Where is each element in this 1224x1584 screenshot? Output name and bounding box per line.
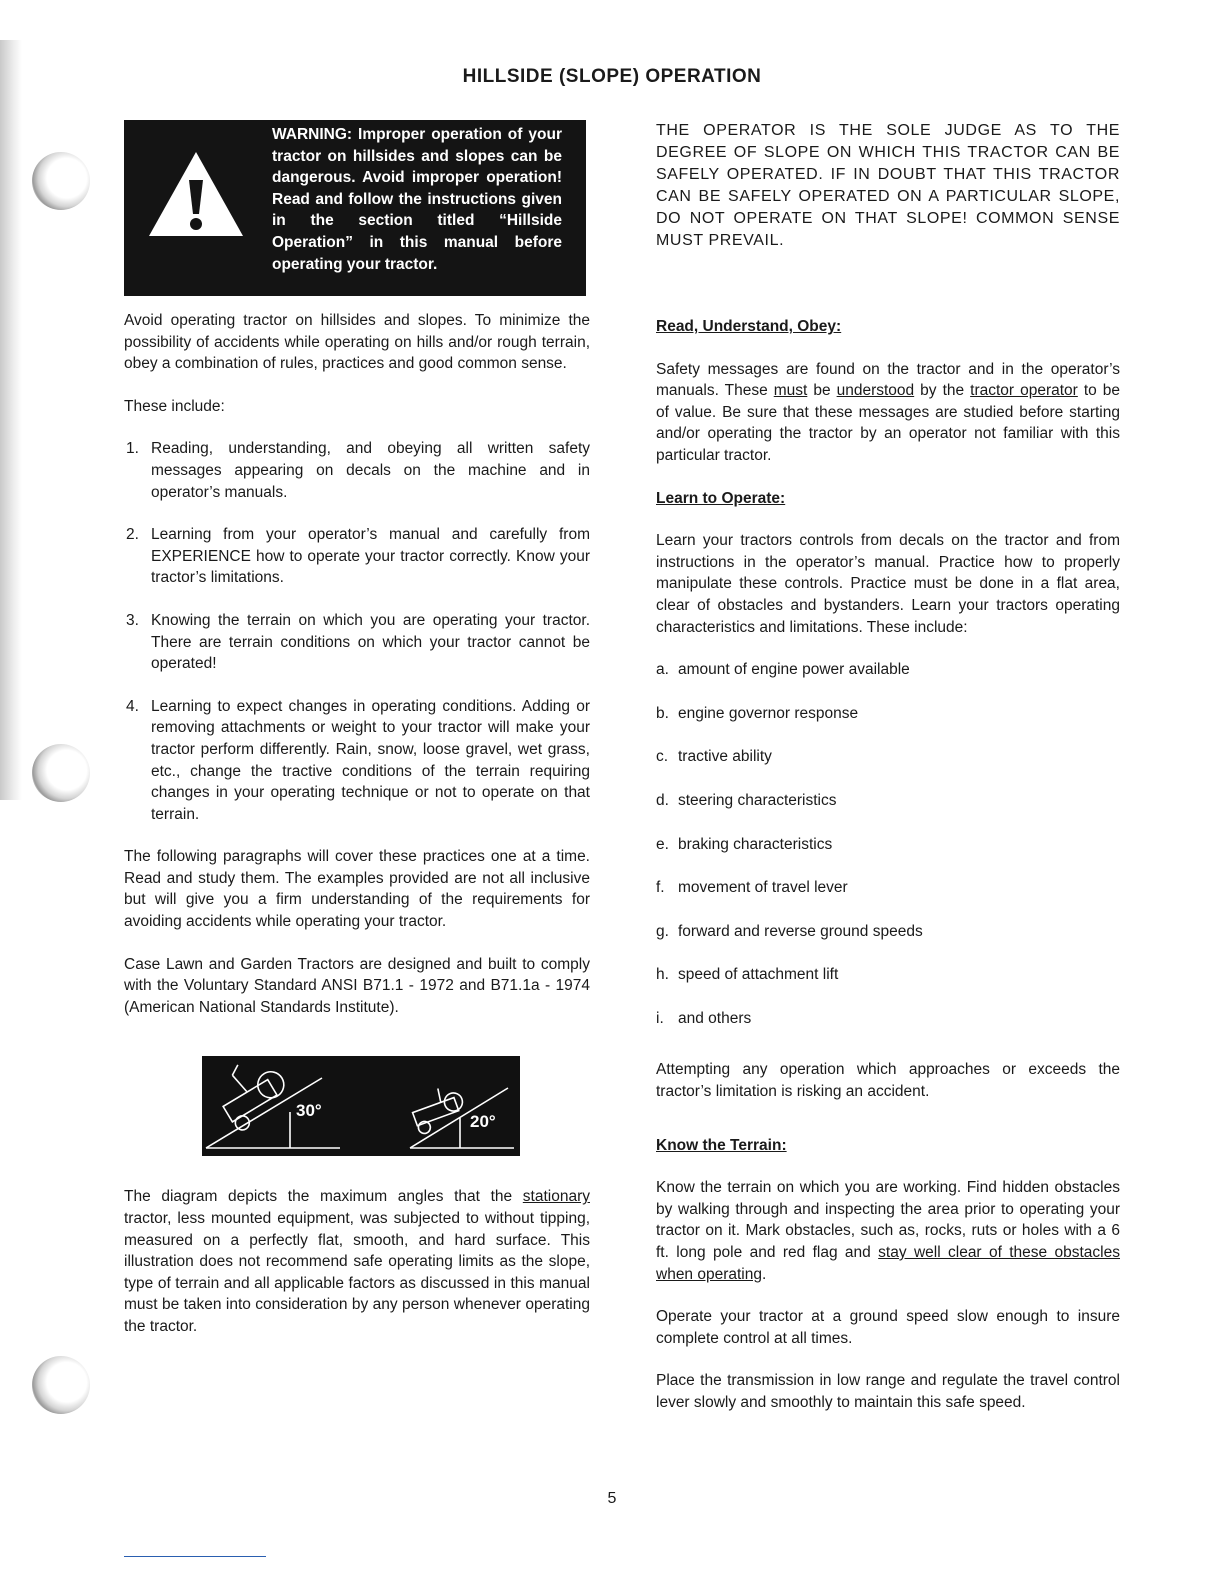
list-text: and others (678, 1009, 752, 1027)
list-number: 1. (126, 440, 139, 458)
list-item (656, 1008, 1120, 1030)
list-item (124, 438, 590, 503)
list-item (124, 524, 590, 589)
punch-hole (32, 1356, 90, 1414)
standard-paragraph: Case Lawn and Garden Tractors are designed and built to comply with the Voluntary Standard ANSI B71.1 - 1972 and B71.1a - 1974 (American National Standards Institute). (124, 955, 590, 1016)
warning-box (124, 120, 586, 296)
heading-know-the-terrain: Know the Terrain: (656, 1136, 787, 1154)
rules-list (124, 438, 590, 825)
list-text: braking characteristics (678, 835, 833, 853)
read-underline: tractor operator (970, 382, 1078, 400)
tractor-slope-illustration (202, 1056, 520, 1156)
list-item (656, 964, 1120, 986)
list-letter: i. (656, 1009, 664, 1027)
characteristics-list (656, 659, 1120, 1029)
following-paragraph: The following paragraphs will cover these practices one at a time. Read and study them. The examples provided are not all inclusive but will give you a firm understanding of the requirements for avoiding accidents while operating your tractor. (124, 848, 590, 931)
list-letter: h. (656, 966, 669, 984)
punch-hole (32, 744, 90, 802)
read-paragraph (656, 359, 1120, 467)
list-letter: f. (656, 879, 665, 897)
list-text: Knowing the terrain on which you are operating your tractor. There are terrain conditions on which your tractor cannot be operated! (151, 611, 590, 673)
transmission-paragraph: Place the transmission in low range and regulate the travel control lever slowly and smoothly to maintain this safe speed. (656, 1372, 1120, 1411)
list-text: movement of travel lever (678, 879, 848, 897)
left-column (124, 310, 590, 1359)
caption-text: The diagram depicts the maximum angles that the (124, 1188, 523, 1206)
list-text: engine governor response (678, 704, 859, 722)
include-label: These include: (124, 397, 225, 415)
list-letter: g. (656, 922, 669, 940)
list-number: 2. (126, 526, 139, 544)
speed-paragraph: Operate your tractor at a ground speed slow enough to insure complete control at all times. (656, 1308, 1120, 1347)
list-item (124, 696, 590, 826)
list-item (124, 610, 590, 675)
page-title: HILLSIDE (SLOPE) OPERATION (462, 66, 762, 87)
page-number: 5 (607, 1490, 617, 1507)
list-text: Learning from your operator’s manual and carefully from EXPERIENCE how to operate your tractor correctly. Know your tractor’s limitations. (151, 526, 590, 587)
list-number: 4. (126, 697, 139, 715)
right-column (656, 120, 1120, 1435)
terrain-underline: stay well clear of these obstacles when operating (656, 1244, 1120, 1283)
intro-paragraph: Avoid operating tractor on hillsides and slopes. To minimize the possibility of accidents while operating on hills and/or rough terrain, obey a combination of rules, practices and good common sense. (124, 312, 590, 373)
list-letter: e. (656, 835, 669, 853)
read-text: by the (914, 382, 971, 400)
list-item (656, 659, 1120, 681)
list-letter: d. (656, 791, 669, 809)
heading-learn-to-operate: Learn to Operate: (656, 489, 786, 507)
angle-label-20: 20° (470, 1112, 496, 1132)
list-text: amount of engine power available (678, 661, 910, 679)
list-item (656, 746, 1120, 768)
list-item (656, 877, 1120, 899)
attempting-paragraph: Attempting any operation which approaches or exceeds the tractor’s limitation is risking an accident. (656, 1061, 1120, 1101)
list-text: speed of attachment lift (678, 966, 839, 984)
angle-label-30: 30° (296, 1101, 322, 1121)
list-letter: c. (656, 748, 669, 766)
read-text: to be of value. Be sure that these messages are studied before starting and/or operating the tractor by an operator not familiar with this particular tractor. (656, 382, 1121, 464)
diagram-caption (124, 1186, 590, 1337)
learn-paragraph: Learn your tractors controls from decals on the tractor and from instructions in the operator’s manual. Practice how to properly manipulate these controls. Practice must be done in a flat area, clear of obstacles and bystanders. Learn your tractors operating characteristics and limitations. These include: (656, 532, 1120, 636)
list-number: 3. (126, 611, 139, 629)
operator-judge-notice: THE OPERATOR IS THE SOLE JUDGE AS TO THE DEGREE OF SLOPE ON WHICH THIS TRACTOR CAN BE SAFELY OPERATED. IF IN DOUBT THAT THIS TRACTOR CAN BE SAFELY OPERATED ON A PARTICULAR SLOPE, DO NOT OPERATE ON THAT SLOPE! COMMON SENSE MUST PREVAIL. (656, 122, 1120, 249)
warning-triangle-icon (146, 148, 246, 240)
caption-underline: stationary (522, 1188, 590, 1206)
slope-angle-diagram (202, 1056, 520, 1156)
list-letter: a. (656, 661, 669, 679)
list-item (656, 921, 1120, 943)
terrain-text: Know the terrain on which you are working. Find hidden obstacles by walking through and inspecting the area prior to operating your tractor on it. Mark obstacles, such as, rocks, ruts or holes with a 6 ft. long pole and red flag and (656, 1179, 1120, 1262)
list-item (656, 834, 1120, 856)
list-text: tractive ability (678, 748, 772, 766)
punch-hole (32, 152, 90, 210)
list-item (656, 790, 1120, 812)
list-text: Learning to expect changes in operating conditions. Adding or removing attachments or weight to your tractor will make your tractor perform differently. Rain, snow, loose gravel, wet grass, etc., change the tractive conditions of the terrain requiring changes in your operating technique or not to operate on that terrain. (151, 697, 590, 823)
footer-rule (124, 1556, 266, 1557)
warning-text: WARNING: Improper operation of your tractor on hillsides and slopes can be dangerous. Avoid improper operation! Read and follow the instructions given in the section titled “Hillside Operation” in this manual before operating your tractor. (272, 126, 562, 273)
list-text: Reading, understanding, and obeying all written safety messages appearing on decals on the machine and in operator’s manuals. (151, 440, 590, 501)
binding-edge (0, 40, 22, 800)
list-text: steering characteristics (678, 791, 837, 809)
terrain-paragraph (656, 1177, 1120, 1285)
read-text: be (807, 382, 837, 400)
read-text: Safety messages are found on the tractor and in the operator’s manuals. These (656, 360, 1120, 400)
list-item (656, 703, 1120, 725)
list-letter: b. (656, 704, 669, 722)
list-text: forward and reverse ground speeds (678, 922, 923, 940)
terrain-text: . (762, 1265, 767, 1283)
read-underline: understood (836, 382, 915, 400)
caption-text: tractor, less mounted equipment, was subjected to without tipping, measured on a perfectly flat, smooth, and hard surface. This illustration does not recommend safe operating limits as the slope, type of terrain and all applicable factors as discussed in this manual must be taken into consideration by any person whenever operating the tractor. (124, 1210, 590, 1335)
read-underline: must (773, 382, 808, 400)
heading-read-understand-obey: Read, Understand, Obey: (656, 318, 842, 335)
